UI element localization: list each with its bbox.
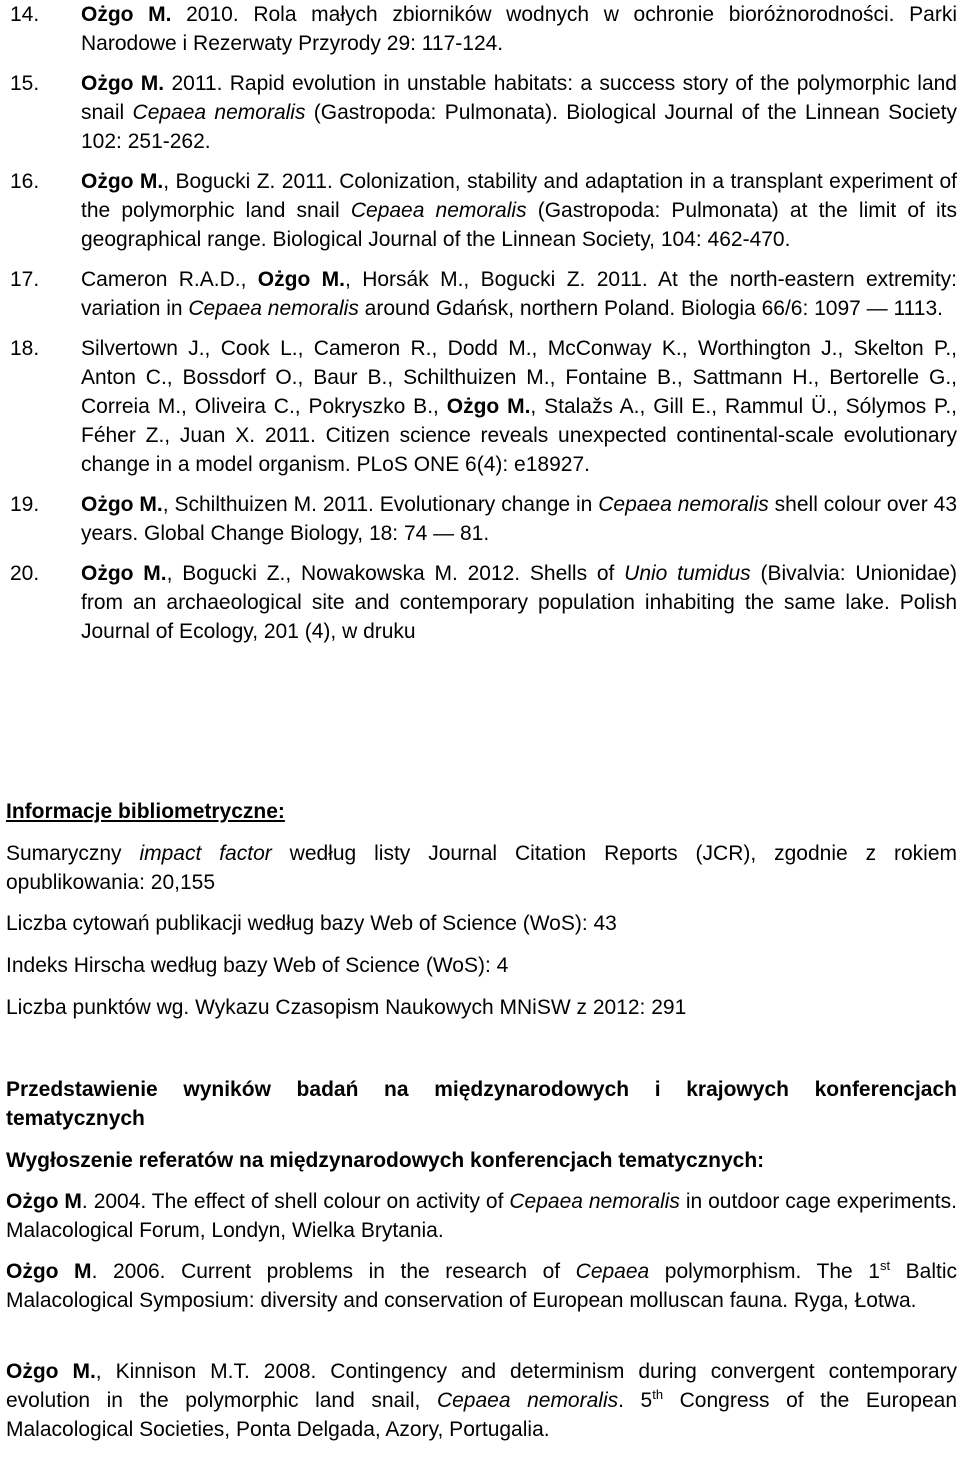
impact-factor-text (6, 839, 957, 897)
conference-item (6, 1357, 957, 1444)
author-highlight: Ożgo M. (81, 72, 165, 95)
reference-number: 14. (10, 3, 40, 26)
text-run: , Stalažs A., Gill E., Rammul Ü., Sólymos P., Féher Z., Juan X. 2011. Citizen science reveals unexpected continental-scale evolutionary change in a model organism. PLoS ONE 6(4): e18927. (81, 395, 958, 476)
text-run: (Gastropoda: Pulmonata) at the limit of its geographical range. Biological Journal of the Linnean Society, 104: 462-470. (81, 199, 958, 251)
text-run: , Bogucki Z. 2011. Colonization, stability and adaptation in a transplant experiment of the polymorphic land snail (81, 170, 957, 222)
reference-item (0, 265, 957, 323)
text-run: , Schilthuizen M. 2011. Evolutionary change in (162, 493, 599, 516)
ordinal-suffix: st (879, 1258, 891, 1273)
text-run: Silvertown J., Cook L., Cameron R., Dodd M., McConway K., Worthington J., Skelton P., Anton C., Bossdorf O., Baur B., Schilthuizen M., Fontaine B., Sattmann H., Bertorelle G., Correia M., Oliveira C., Pokryszko B., (81, 337, 957, 418)
text-run: (Bivalvia: Unionidae) from an archaeological site and contemporary population inhabiting the same lake. Polish Journal of Ecology, 201 (4), w druku (81, 562, 957, 643)
species-name: Cepaea nemoralis (350, 199, 527, 222)
reference-item (0, 0, 957, 58)
reference-item (0, 167, 957, 254)
author-highlight: Ożgo M. (81, 3, 172, 26)
reference-text (81, 490, 957, 548)
reference-number: 15. (10, 72, 40, 95)
reference-text (81, 334, 957, 479)
impact-factor-term: impact factor (139, 842, 272, 865)
author-highlight: Ożgo M. (257, 268, 345, 291)
impact-factor-suffix: według listy Journal Citation Reports (JCR), zgodnie z rokiem opublikowania: 20,155 (6, 842, 957, 894)
reference-number: 18. (10, 337, 40, 360)
reference-text (81, 167, 957, 254)
impact-factor-prefix: Sumaryczny (6, 842, 140, 865)
text-run: , Horsák M., Bogucki Z. 2011. At the north-eastern extremity: variation in (81, 268, 958, 320)
reference-list (0, 0, 957, 657)
conference-item (6, 1257, 957, 1315)
reference-number: 19. (10, 493, 40, 516)
reference-text (81, 265, 957, 323)
text-run: shell colour over 43 years. Global Change Biology, 18: 74 — 81. (81, 493, 957, 545)
reference-number: 17. (10, 268, 40, 291)
reference-number: 16. (10, 170, 40, 193)
reference-item (0, 490, 957, 548)
author-highlight: Ożgo M. (6, 1360, 96, 1383)
text-run: . 5 (618, 1389, 653, 1412)
text-run: Cameron R.A.D., (81, 268, 258, 291)
species-name: Cepaea nemoralis (188, 297, 359, 320)
text-run: in outdoor cage experiments. Malacological Forum, Londyn, Wielka Brytania. (6, 1190, 957, 1242)
text-run: 2011. Rapid evolution in unstable habitats: a success story of the polymorphic land snail (81, 72, 957, 124)
text-run: polymorphism. The 1 (649, 1260, 880, 1283)
ministry-points-text: Liczba punktów wg. Wykazu Czasopism Naukowych MNiSW z 2012: 291 (6, 996, 687, 1019)
reference-item (0, 69, 957, 156)
reference-item (0, 559, 957, 646)
author-highlight: Ożgo M (6, 1190, 82, 1213)
hirsch-index-text: Indeks Hirscha według bazy Web of Science (WoS): 4 (6, 954, 509, 977)
author-highlight: Ożgo M. (81, 170, 164, 193)
author-highlight: Ożgo M. (81, 562, 167, 585)
text-run: Baltic Malacological Symposium: diversity and conservation of European molluscan fauna. Ryga, Łotwa. (6, 1260, 957, 1312)
text-run: . 2006. Current problems in the research of (91, 1260, 576, 1283)
author-highlight: Ożgo M. (446, 395, 531, 418)
citations-count-text: Liczba cytowań publikacji według bazy Web of Science (WoS): 43 (6, 912, 617, 935)
text-run: (Gastropoda: Pulmonata). Biological Journal of the Linnean Society 102: 251-262. (81, 101, 957, 153)
reference-text (81, 0, 957, 58)
reference-text (81, 69, 957, 156)
species-name: Cepaea nemoralis (436, 1389, 619, 1412)
author-highlight: Ożgo M (6, 1260, 92, 1283)
species-name: Cepaea nemoralis (132, 101, 306, 124)
text-run: , Kinnison M.T. 2008. Contingency and determinism during convergent contemporary evolution in the polymorphic land snail, (6, 1360, 957, 1412)
species-name: Unio tumidus (624, 562, 751, 585)
text-run: Congress of the European Malacological Societies, Ponta Delgada, Azory, Portugalia. (6, 1389, 957, 1441)
reference-item (0, 334, 957, 479)
conference-item (6, 1187, 957, 1245)
species-name: Cepaea (575, 1260, 650, 1283)
author-highlight: Ożgo M. (81, 493, 163, 516)
species-name: Cepaea nemoralis (598, 493, 769, 516)
text-run: , Bogucki Z., Nowakowska M. 2012. Shells of (166, 562, 625, 585)
ordinal-suffix: th (652, 1387, 664, 1402)
conferences-heading: Przedstawienie wyników badań na międzynarodowych i krajowych konferencjach tematycznych (6, 1078, 957, 1130)
text-run: 2010. Rola małych zbiorników wodnych w ochronie bioróżnorodności. Parki Narodowe i Rezerwaty Przyrody 29: 117-124. (81, 3, 957, 55)
species-name: Cepaea nemoralis (509, 1190, 680, 1213)
text-run: around Gdańsk, northern Poland. Biologia 66/6: 1097 — 1113. (358, 297, 943, 320)
conferences-subheading: Wygłoszenie referatów na międzynarodowych konferencjach tematycznych: (6, 1149, 765, 1172)
text-run: . 2004. The effect of shell colour on activity of (81, 1190, 510, 1213)
bibliometric-heading: Informacje bibliometryczne: (6, 800, 285, 823)
reference-number: 20. (10, 562, 40, 585)
reference-text (81, 559, 957, 646)
